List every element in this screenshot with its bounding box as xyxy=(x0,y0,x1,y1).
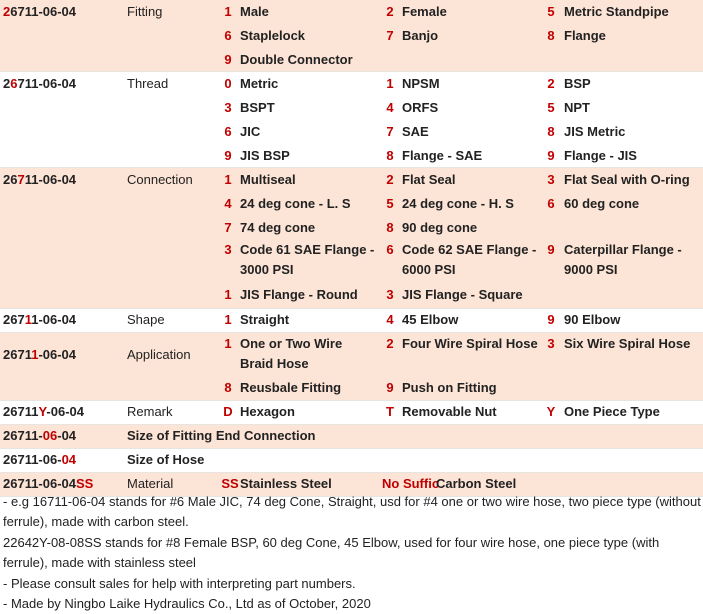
option-code: 8 xyxy=(386,148,394,163)
part-number: 26711-06-04 xyxy=(3,428,77,443)
option-code: 1 xyxy=(224,336,232,351)
option-code: 6 xyxy=(224,124,232,139)
option-code: 9 xyxy=(547,148,555,163)
category-label: Shape xyxy=(127,312,165,327)
option-label: Flange - SAE xyxy=(402,148,483,163)
note-credit: - Made by Ningbo Laike Hydraulics Co., Ltd as of October, 2020 xyxy=(3,596,371,612)
option-label: 45 Elbow xyxy=(402,312,459,327)
option-code: 2 xyxy=(547,76,555,91)
option-code: 6 xyxy=(224,28,232,43)
option-code: 5 xyxy=(386,196,394,211)
category-label: Remark xyxy=(127,404,173,419)
row-application xyxy=(0,333,703,401)
part-number: 26711-06-04 xyxy=(3,312,77,327)
option-label: Flat Seal with O-ring xyxy=(564,172,690,187)
option-label: Double Connector xyxy=(240,52,353,67)
row-remark xyxy=(0,401,703,425)
note-example-1: - e.g 16711-06-04 stands for #6 Male JIC, 74 deg Cone, Straight, usd for #4 one or two wire hose, two piece type (without ferrule), made with carbon steel. xyxy=(3,494,701,530)
option-code: 0 xyxy=(224,76,232,91)
row-connection xyxy=(0,168,703,309)
option-label: SAE xyxy=(402,124,429,139)
option-label: NPT xyxy=(564,100,590,115)
option-label-line2: 3000 PSI xyxy=(240,262,294,277)
option-label: Flange xyxy=(564,28,606,43)
option-label: Push on Fitting xyxy=(402,380,497,395)
part-number: 26711-06-04 xyxy=(3,172,77,187)
option-code: 3 xyxy=(224,242,232,257)
category-label: Size of Hose xyxy=(127,452,205,467)
option-label: One Piece Type xyxy=(564,404,660,419)
option-code: 7 xyxy=(386,124,394,139)
option-code: 8 xyxy=(547,28,555,43)
option-label-line2: Braid Hose xyxy=(240,356,309,371)
part-number: 26711-06-04SS xyxy=(3,476,94,491)
option-code: 9 xyxy=(224,52,232,67)
option-code: 1 xyxy=(224,312,232,327)
option-label: JIC xyxy=(240,124,261,139)
option-code: 3 xyxy=(547,172,555,187)
option-label: 24 deg cone - H. S xyxy=(402,196,514,211)
option-label: Caterpillar Flange - xyxy=(564,242,682,257)
option-label: Code 62 SAE Flange - xyxy=(402,242,537,257)
option-code: 3 xyxy=(386,287,394,302)
option-code: 6 xyxy=(547,196,555,211)
row-fitting-size xyxy=(0,425,703,449)
option-label: Six Wire Spiral Hose xyxy=(564,336,691,351)
option-code: 9 xyxy=(224,148,232,163)
option-label: JIS Flange - Round xyxy=(240,287,358,302)
option-label: NPSM xyxy=(402,76,440,91)
option-code: 4 xyxy=(386,312,394,327)
note-example-2: 22642Y-08-08SS stands for #8 Female BSP, 60 deg Cone, 45 Elbow, used for four wire hose, one piece type (with ferrule), made with stainless steel xyxy=(3,534,660,571)
option-code: 9 xyxy=(547,312,555,327)
option-label: Female xyxy=(402,4,447,19)
option-label: JIS BSP xyxy=(240,148,290,163)
option-label: 74 deg cone xyxy=(240,220,316,235)
option-code: 2 xyxy=(386,336,394,351)
option-label: Staplelock xyxy=(240,28,306,43)
option-label-line2: 6000 PSI xyxy=(402,262,456,277)
category-label: Size of Fitting End Connection xyxy=(127,428,316,443)
option-label: Code 61 SAE Flange - xyxy=(240,242,375,257)
option-label: Multiseal xyxy=(240,172,296,187)
option-code: 9 xyxy=(386,380,394,395)
part-number: 26711Y-06-04 xyxy=(3,404,84,419)
option-code: 7 xyxy=(224,220,232,235)
option-label: Removable Nut xyxy=(402,404,497,419)
material-label: Stainless Steel xyxy=(240,476,332,491)
option-code: 8 xyxy=(386,220,394,235)
option-code: 8 xyxy=(224,380,232,395)
option-code: 4 xyxy=(224,196,232,211)
option-label: Male xyxy=(240,4,269,19)
option-code: 1 xyxy=(386,76,394,91)
option-label: ORFS xyxy=(402,100,439,115)
option-code: 8 xyxy=(547,124,555,139)
row-thread xyxy=(0,72,703,168)
category-label: Application xyxy=(127,347,191,362)
option-code: 5 xyxy=(547,4,555,19)
option-label: Four Wire Spiral Hose xyxy=(402,336,538,351)
option-code: 1 xyxy=(224,287,232,302)
category-label: Fitting xyxy=(127,4,163,19)
option-code: 7 xyxy=(386,28,394,43)
option-label: Metric Standpipe xyxy=(564,4,669,19)
option-label: 90 deg cone xyxy=(402,220,478,235)
category-label: Material xyxy=(127,476,174,491)
option-code: 1 xyxy=(224,4,232,19)
part-number: 26711-06-04 xyxy=(3,452,77,467)
option-code: 5 xyxy=(547,100,555,115)
option-code: Y xyxy=(546,404,556,419)
option-label: Flange - JIS xyxy=(564,148,637,163)
option-code: 2 xyxy=(386,4,394,19)
option-code: 6 xyxy=(386,242,394,257)
option-label: BSP xyxy=(564,76,591,91)
note-consult: - Please consult sales for help with interpreting part numbers. xyxy=(3,575,356,591)
option-label: One or Two Wire xyxy=(240,336,343,351)
option-label: JIS Metric xyxy=(564,124,626,139)
option-label: 24 deg cone - L. S xyxy=(240,196,351,211)
option-code: 3 xyxy=(224,100,232,115)
option-code: 1 xyxy=(224,172,232,187)
option-label: Banjo xyxy=(402,28,439,43)
option-code: 4 xyxy=(386,100,394,115)
row-fitting xyxy=(0,0,703,72)
category-label: Connection xyxy=(127,172,193,187)
option-label: Metric xyxy=(240,76,279,91)
option-label: Straight xyxy=(240,312,290,327)
option-label: JIS Flange - Square xyxy=(402,287,523,302)
option-code: T xyxy=(386,404,394,419)
option-label: Hexagon xyxy=(240,404,295,419)
row-hose-size xyxy=(0,449,703,473)
footnotes xyxy=(3,492,703,614)
material-label: Carbon Steel xyxy=(436,476,517,491)
option-label-line2: 9000 PSI xyxy=(564,262,618,277)
row-shape xyxy=(0,309,703,333)
option-code: 2 xyxy=(386,172,394,187)
option-label: Reusbale Fitting xyxy=(240,380,342,395)
part-number: 26711-06-04 xyxy=(3,4,77,19)
option-code: 9 xyxy=(547,242,555,257)
option-label: 60 deg cone xyxy=(564,196,640,211)
material-code: SS xyxy=(221,476,239,491)
part-number: 26711-06-04 xyxy=(3,76,77,91)
option-code: 3 xyxy=(547,336,555,351)
category-label: Thread xyxy=(127,76,169,91)
option-label: Flat Seal xyxy=(402,172,456,187)
option-label: 90 Elbow xyxy=(564,312,621,327)
material-code: No Suffic xyxy=(382,476,440,491)
part-number: 26711-06-04 xyxy=(3,347,77,362)
option-label: BSPT xyxy=(240,100,275,115)
option-code: D xyxy=(223,404,233,419)
